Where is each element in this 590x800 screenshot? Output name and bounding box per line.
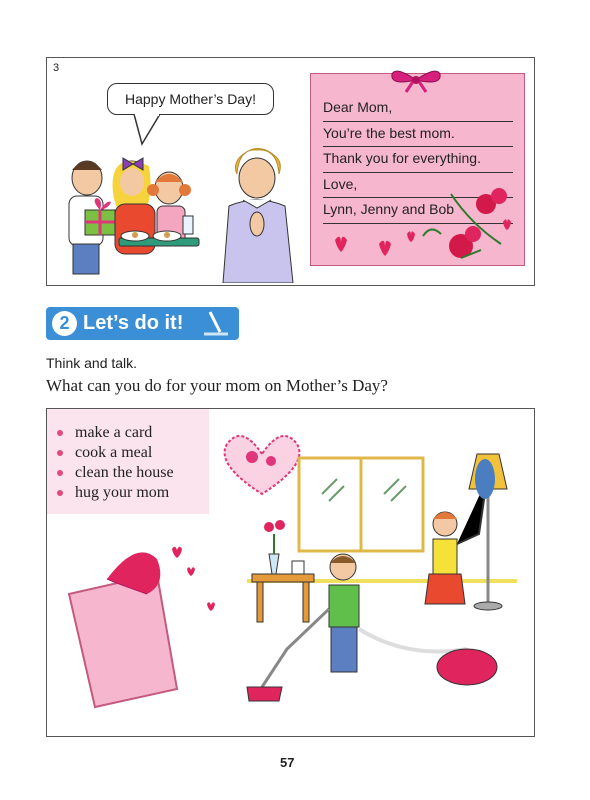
family-illustration (57, 138, 307, 283)
activity-label: hug your mom (75, 484, 170, 501)
list-item (57, 463, 174, 483)
bullet-icon (57, 430, 63, 436)
story-panel (46, 57, 535, 286)
instruction-text: Think and talk. (46, 355, 138, 371)
question-text: What can you do for your mom on Mother’s Day? (46, 376, 388, 395)
activity-label: clean the house (75, 464, 174, 481)
card-flowers-hearts (311, 74, 524, 265)
bullet-icon (57, 470, 63, 476)
section-number: 2 (52, 311, 77, 336)
activity-list (57, 423, 174, 503)
activity-label: cook a meal (75, 444, 153, 461)
bullet-icon (57, 490, 63, 496)
card-line: Thank you for everything. (323, 147, 513, 173)
card-line: Love, (323, 173, 513, 199)
panel-number: 3 (53, 62, 60, 74)
card-line: Lynn, Jenny and Bob (323, 198, 513, 224)
activity-label: make a card (75, 424, 153, 441)
speech-bubble (107, 83, 274, 115)
list-item (57, 443, 174, 463)
card-line: Dear Mom, (323, 96, 513, 122)
stick-icon (196, 308, 236, 339)
page-number: 57 (280, 755, 295, 770)
list-item (57, 483, 174, 503)
mothers-day-card (310, 73, 525, 266)
card-line: You’re the best mom. (323, 122, 513, 148)
section-header (46, 307, 239, 340)
speech-text: Happy Mother’s Day! (125, 91, 256, 107)
bullet-icon (57, 450, 63, 456)
section-title: Let’s do it! (83, 312, 184, 334)
activity-list-box (47, 409, 209, 514)
list-item (57, 423, 174, 443)
activity-panel (46, 408, 535, 737)
